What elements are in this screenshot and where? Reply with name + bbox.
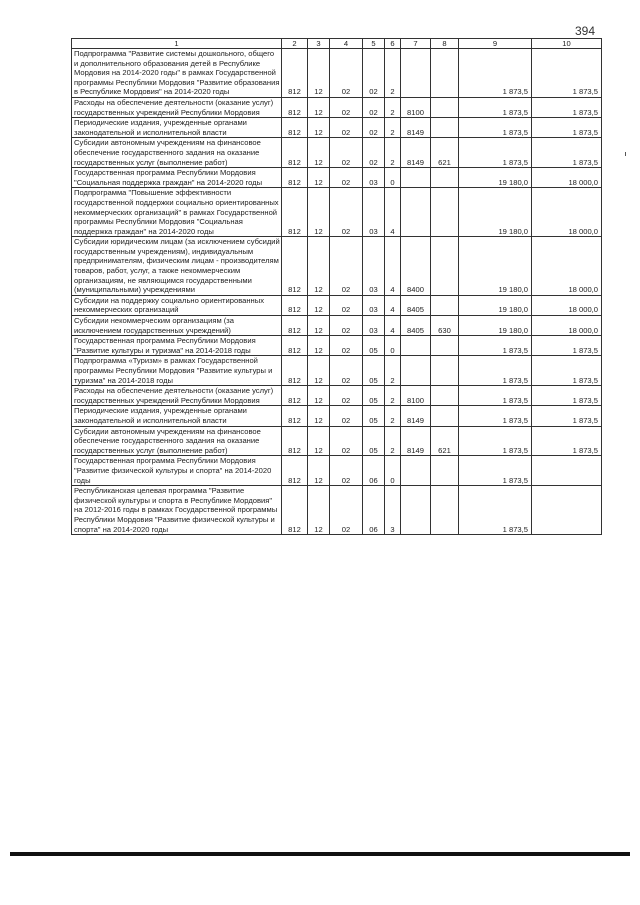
program-code-cell: 02: [330, 188, 363, 237]
type-code-cell: [431, 356, 459, 386]
program-code-cell: 02: [330, 336, 363, 356]
subprogram-code-cell: 02: [363, 97, 385, 117]
type-code-cell: 630: [431, 316, 459, 336]
type-code-cell: [431, 336, 459, 356]
amount-2015-cell: 1 873,5: [459, 336, 532, 356]
section-code-cell: 812: [282, 316, 308, 336]
program-code-cell: 02: [330, 138, 363, 168]
subprogram-code-cell: 03: [363, 168, 385, 188]
item-code-cell: 2: [385, 426, 401, 456]
table-row: [72, 486, 602, 535]
amount-2015-cell: 1 873,5: [459, 456, 532, 486]
row-name-cell: Периодические издания, учрежденные органами законодательной и исполнительной власти: [72, 406, 282, 426]
table-row: [72, 295, 602, 315]
subprogram-code-cell: 05: [363, 386, 385, 406]
expense-code-cell: [401, 456, 431, 486]
amount-2015-cell: 1 873,5: [459, 406, 532, 426]
row-name-cell: Периодические издания, учрежденные органами законодательной и исполнительной власти: [72, 118, 282, 138]
expense-code-cell: 8405: [401, 316, 431, 336]
item-code-cell: 2: [385, 97, 401, 117]
program-code-cell: 02: [330, 295, 363, 315]
item-code-cell: 2: [385, 138, 401, 168]
amount-2015-cell: 1 873,5: [459, 426, 532, 456]
row-name-cell: Государственная программа Республики Мордовия "Развитие культуры и туризма" на 2014-2018 годы: [72, 336, 282, 356]
amount-2016-cell: 1 873,5: [532, 97, 602, 117]
type-code-cell: [431, 486, 459, 535]
subsection-code-cell: 12: [308, 168, 330, 188]
subprogram-code-cell: 02: [363, 138, 385, 168]
subprogram-code-cell: 03: [363, 188, 385, 237]
amount-2016-cell: 18 000,0: [532, 237, 602, 296]
item-code-cell: 2: [385, 49, 401, 98]
amount-2015-cell: 1 873,5: [459, 486, 532, 535]
header-cell: 2: [282, 39, 308, 49]
program-code-cell: 02: [330, 118, 363, 138]
item-code-cell: 4: [385, 237, 401, 296]
subprogram-code-cell: 05: [363, 406, 385, 426]
row-name-cell: Расходы на обеспечение деятельности (оказание услуг) государственных учреждений Республики Мордовия: [72, 97, 282, 117]
expense-code-cell: [401, 336, 431, 356]
header-cell: 6: [385, 39, 401, 49]
expense-code-cell: 8405: [401, 295, 431, 315]
row-name-cell: Субсидии автономным учреждениям на финансовое обеспечение государственного задания на оказание государственных услуг (выполнение работ): [72, 138, 282, 168]
subsection-code-cell: 12: [308, 456, 330, 486]
section-code-cell: 812: [282, 118, 308, 138]
section-code-cell: 812: [282, 138, 308, 168]
type-code-cell: [431, 188, 459, 237]
section-code-cell: 812: [282, 456, 308, 486]
amount-2015-cell: 1 873,5: [459, 356, 532, 386]
row-name-cell: Государственная программа Республики Мордовия "Развитие физической культуры и спорта" на 2014-2020 годы: [72, 456, 282, 486]
row-name-cell: Субсидии на поддержку социально ориентированных некоммерческих организаций: [72, 295, 282, 315]
subsection-code-cell: 12: [308, 118, 330, 138]
expense-code-cell: 8400: [401, 237, 431, 296]
header-cell: 8: [431, 39, 459, 49]
item-code-cell: 2: [385, 356, 401, 386]
section-code-cell: 812: [282, 188, 308, 237]
table-row: [72, 188, 602, 237]
table-body: [72, 49, 602, 535]
table-row: [72, 356, 602, 386]
type-code-cell: [431, 49, 459, 98]
row-name-cell: Подпрограмма "Развитие системы дошкольного, общего и дополнительного образования детей в Республике Мордовия на 2014-2020 годы" в рамках Государственной программы Республики Мордовия "Развитие образования в Республике Мордовия" на 2014-2020 годы: [72, 49, 282, 98]
type-code-cell: [431, 168, 459, 188]
type-code-cell: 621: [431, 138, 459, 168]
expense-code-cell: 8149: [401, 118, 431, 138]
amount-2016-cell: 1 873,5: [532, 356, 602, 386]
expense-code-cell: 8100: [401, 97, 431, 117]
type-code-cell: [431, 386, 459, 406]
row-name-cell: Республиканская целевая программа "Развитие физической культуры и спорта в Республике Мордовия" на 2012-2016 годы в рамках Государственной программы Республики Мордовия "Развитие физической культуры и спорта" на 2014-2020 годы: [72, 486, 282, 535]
amount-2015-cell: 19 180,0: [459, 237, 532, 296]
amount-2015-cell: 1 873,5: [459, 138, 532, 168]
amount-2016-cell: 1 873,5: [532, 336, 602, 356]
header-cell: 1: [72, 39, 282, 49]
header-cell: 4: [330, 39, 363, 49]
program-code-cell: 02: [330, 237, 363, 296]
amount-2016-cell: 1 873,5: [532, 138, 602, 168]
amount-2016-cell: 18 000,0: [532, 316, 602, 336]
type-code-cell: [431, 97, 459, 117]
subsection-code-cell: 12: [308, 426, 330, 456]
type-code-cell: 621: [431, 426, 459, 456]
expense-code-cell: [401, 168, 431, 188]
amount-2016-cell: 1 873,5: [532, 406, 602, 426]
program-code-cell: 02: [330, 97, 363, 117]
table-row: [72, 456, 602, 486]
subsection-code-cell: 12: [308, 336, 330, 356]
scan-mark: [625, 152, 626, 156]
table-row: [72, 316, 602, 336]
header-cell: 9: [459, 39, 532, 49]
item-code-cell: 4: [385, 316, 401, 336]
program-code-cell: 02: [330, 486, 363, 535]
header-cell: 7: [401, 39, 431, 49]
section-code-cell: 812: [282, 356, 308, 386]
program-code-cell: 02: [330, 316, 363, 336]
item-code-cell: 0: [385, 336, 401, 356]
expense-code-cell: [401, 486, 431, 535]
item-code-cell: 2: [385, 118, 401, 138]
item-code-cell: 2: [385, 406, 401, 426]
subsection-code-cell: 12: [308, 486, 330, 535]
table-row: [72, 49, 602, 98]
subsection-code-cell: 12: [308, 49, 330, 98]
row-name-cell: Подпрограмма «Туризм» в рамках Государственной программы Республики Мордовия "Развитие культуры и туризма" на 2014-2018 годы: [72, 356, 282, 386]
section-code-cell: 812: [282, 386, 308, 406]
amount-2016-cell: 1 873,5: [532, 118, 602, 138]
row-name-cell: Субсидии юридическим лицам (за исключением субсидий государственным учреждениям), индивидуальным предпринимателям, физическим лицам - производителям товаров, работ, услуг, а также некоммерческим организациям, не являющимся государственными (муниципальными) учреждениями: [72, 237, 282, 296]
item-code-cell: 0: [385, 456, 401, 486]
row-name-cell: Субсидии автономным учреждениям на финансовое обеспечение государственного задания на оказание государственных услуг (выполнение работ): [72, 426, 282, 456]
row-name-cell: Подпрограмма "Повышение эффективности государственной поддержки социально ориентированных некоммерческих организаций" в рамках Государственной программы Республики Мордовия "Социальная поддержка граждан" на 2014-2020 годы: [72, 188, 282, 237]
program-code-cell: 02: [330, 386, 363, 406]
amount-2015-cell: 19 180,0: [459, 316, 532, 336]
page-number: 394: [575, 24, 596, 38]
item-code-cell: 4: [385, 295, 401, 315]
section-code-cell: 812: [282, 426, 308, 456]
table-row: [72, 237, 602, 296]
table-row: [72, 118, 602, 138]
amount-2015-cell: 1 873,5: [459, 386, 532, 406]
subprogram-code-cell: 02: [363, 118, 385, 138]
expense-code-cell: 8149: [401, 426, 431, 456]
amount-2015-cell: 19 180,0: [459, 168, 532, 188]
subprogram-code-cell: 06: [363, 456, 385, 486]
header-cell: 5: [363, 39, 385, 49]
subsection-code-cell: 12: [308, 406, 330, 426]
amount-2015-cell: 1 873,5: [459, 97, 532, 117]
subsection-code-cell: 12: [308, 97, 330, 117]
type-code-cell: [431, 456, 459, 486]
subsection-code-cell: 12: [308, 138, 330, 168]
amount-2016-cell: 18 000,0: [532, 295, 602, 315]
item-code-cell: 3: [385, 486, 401, 535]
subprogram-code-cell: 05: [363, 426, 385, 456]
header-cell: 10: [532, 39, 602, 49]
section-code-cell: 812: [282, 237, 308, 296]
table-row: [72, 386, 602, 406]
section-code-cell: 812: [282, 168, 308, 188]
type-code-cell: [431, 406, 459, 426]
subprogram-code-cell: 03: [363, 316, 385, 336]
subsection-code-cell: 12: [308, 386, 330, 406]
row-name-cell: Субсидии некоммерческим организациям (за исключением государственных учреждений): [72, 316, 282, 336]
expense-code-cell: [401, 49, 431, 98]
table-header-row: [72, 39, 602, 49]
subsection-code-cell: 12: [308, 237, 330, 296]
table-row: [72, 336, 602, 356]
subsection-code-cell: 12: [308, 316, 330, 336]
section-code-cell: 812: [282, 406, 308, 426]
expense-code-cell: [401, 356, 431, 386]
program-code-cell: 02: [330, 356, 363, 386]
subsection-code-cell: 12: [308, 356, 330, 386]
subsection-code-cell: 12: [308, 188, 330, 237]
subsection-code-cell: 12: [308, 295, 330, 315]
subprogram-code-cell: 03: [363, 295, 385, 315]
type-code-cell: [431, 118, 459, 138]
row-name-cell: Расходы на обеспечение деятельности (оказание услуг) государственных учреждений Республики Мордовия: [72, 386, 282, 406]
amount-2016-cell: 1 873,5: [532, 49, 602, 98]
table-row: [72, 426, 602, 456]
subprogram-code-cell: 02: [363, 49, 385, 98]
amount-2016-cell: 1 873,5: [532, 386, 602, 406]
item-code-cell: 0: [385, 168, 401, 188]
row-name-cell: Государственная программа Республики Мордовия "Социальная поддержка граждан" на 2014-2020 годы: [72, 168, 282, 188]
expense-code-cell: 8100: [401, 386, 431, 406]
header-cell: 3: [308, 39, 330, 49]
expense-code-cell: 8149: [401, 406, 431, 426]
table-row: [72, 168, 602, 188]
type-code-cell: [431, 237, 459, 296]
expense-code-cell: [401, 188, 431, 237]
scan-edge-band: [10, 852, 630, 856]
program-code-cell: 02: [330, 168, 363, 188]
table-row: [72, 406, 602, 426]
amount-2016-cell: [532, 456, 602, 486]
item-code-cell: 4: [385, 188, 401, 237]
expense-code-cell: 8149: [401, 138, 431, 168]
subprogram-code-cell: 06: [363, 486, 385, 535]
table-row: [72, 97, 602, 117]
budget-table: [71, 38, 602, 535]
section-code-cell: 812: [282, 486, 308, 535]
amount-2015-cell: 19 180,0: [459, 295, 532, 315]
program-code-cell: 02: [330, 426, 363, 456]
amount-2015-cell: 19 180,0: [459, 188, 532, 237]
subprogram-code-cell: 05: [363, 356, 385, 386]
item-code-cell: 2: [385, 386, 401, 406]
program-code-cell: 02: [330, 456, 363, 486]
program-code-cell: 02: [330, 406, 363, 426]
table-row: [72, 138, 602, 168]
section-code-cell: 812: [282, 97, 308, 117]
amount-2016-cell: 18 000,0: [532, 188, 602, 237]
section-code-cell: 812: [282, 295, 308, 315]
amount-2015-cell: 1 873,5: [459, 118, 532, 138]
section-code-cell: 812: [282, 49, 308, 98]
amount-2015-cell: 1 873,5: [459, 49, 532, 98]
amount-2016-cell: 1 873,5: [532, 426, 602, 456]
amount-2016-cell: [532, 486, 602, 535]
program-code-cell: 02: [330, 49, 363, 98]
subprogram-code-cell: 05: [363, 336, 385, 356]
amount-2016-cell: 18 000,0: [532, 168, 602, 188]
section-code-cell: 812: [282, 336, 308, 356]
type-code-cell: [431, 295, 459, 315]
subprogram-code-cell: 03: [363, 237, 385, 296]
